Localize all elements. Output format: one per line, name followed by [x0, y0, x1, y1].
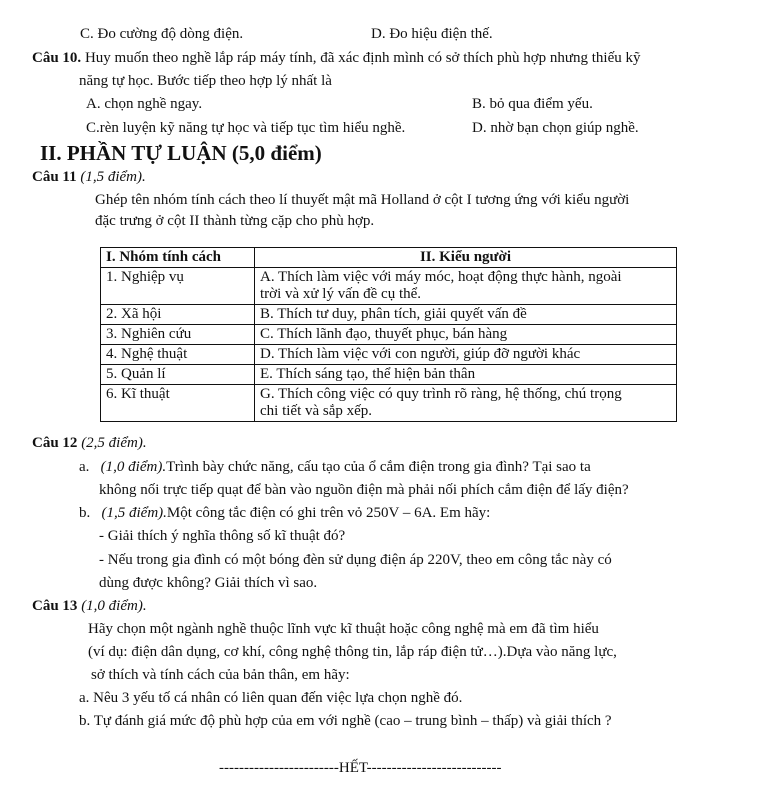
table-row: [101, 385, 677, 422]
q12b-points: (1,5 điểm).: [101, 505, 167, 521]
table-cell-group: 4. Nghệ thuật: [101, 345, 255, 365]
q11-text-line1: Ghép tên nhóm tính cách theo lí thuyết mật mã Holland ở cột I tương ứng với kiểu người: [95, 192, 630, 208]
q11-label: Câu 11: [32, 169, 77, 185]
q13-points: (1,0 điểm).: [77, 598, 147, 614]
q12-label-line: [32, 434, 147, 452]
end-marker: ------------------------HẾT---------------------------: [219, 760, 502, 776]
section-heading: II. PHẦN TỰ LUẬN (5,0 điểm): [40, 141, 322, 165]
table-row: [101, 325, 677, 345]
q12-points: (2,5 điểm).: [77, 435, 147, 451]
table-cell-type: E. Thích sáng tạo, thể hiện bản thân: [255, 365, 677, 385]
q12b-marker: b.: [79, 505, 91, 521]
table-cell-type: G. Thích công việc có quy trình rõ ràng, hệ thống, chú trọng chi tiết và sắp xếp.: [255, 385, 677, 422]
table-cell-type: B. Thích tư duy, phân tích, giải quyết vấn đề: [255, 305, 677, 325]
q13b-text: b. Tự đánh giá mức độ phù hợp của em với nghề (cao – trung bình – thấp) và giải thích ?: [79, 713, 612, 729]
q11-points: (1,5 điểm).: [76, 169, 146, 185]
table-cell-group: 5. Quản lí: [101, 365, 255, 385]
table-cell-group: 1. Nghiệp vụ: [101, 268, 255, 305]
q12b-line: b. (1,5 điểm).Một công tắc điện có ghi trên vỏ 250V – 6A. Em hãy:: [79, 505, 491, 521]
table-cell-type: C. Thích lãnh đạo, thuyết phục, bán hàng: [255, 325, 677, 345]
table-row: [101, 365, 677, 385]
q10-label: Câu 10.: [32, 50, 82, 66]
q11-label-line: [32, 168, 146, 186]
table-cell-group: 3. Nghiên cứu: [101, 325, 255, 345]
q12-label: Câu 12: [32, 435, 78, 451]
q12a-marker: a.: [79, 459, 90, 475]
q13-label: Câu 13: [32, 598, 78, 614]
q12b-bullet2-line1: - Nếu trong gia đình có một bóng đèn sử dụng điện áp 220V, theo em công tắc này có: [99, 552, 612, 568]
q12b-bullet2-line2: dùng được không? Giải thích vì sao.: [99, 575, 318, 591]
q12a-line2: không nối trực tiếp quạt để bàn vào nguồn điện mà phải nối phích cắm điện để lấy điện?: [99, 482, 629, 498]
q12a-line1: a. (1,0 điểm).Trình bày chức năng, cấu tạo của ổ cắm điện trong gia đình? Tại sao ta: [79, 459, 591, 475]
table-cell-group: 6. Kĩ thuật: [101, 385, 255, 422]
table-cell-type: A. Thích làm việc với máy móc, hoạt động thực hành, ngoài trời và xử lý vấn đề cụ thể.: [255, 268, 677, 305]
q10-option-d: D. nhờ bạn chọn giúp nghề.: [472, 120, 639, 136]
q13-text-line1: Hãy chọn một ngành nghề thuộc lĩnh vực kĩ thuật hoặc công nghệ mà em đã tìm hiểu: [88, 621, 599, 637]
q10-option-c: C.rèn luyện kỹ năng tự học và tiếp tục tìm hiểu nghề.: [86, 120, 406, 136]
q13-label-line: [32, 597, 147, 615]
q9-option-d: D. Đo hiệu điện thế.: [371, 26, 493, 42]
table-row: [101, 268, 677, 305]
q13-text-line3: sở thích và tính cách của bản thân, em hãy:: [91, 667, 350, 683]
q12a-points: (1,0 điểm).: [100, 459, 167, 475]
holland-table: [100, 247, 677, 422]
q10-stem-line2: năng tự học. Bước tiếp theo hợp lý nhất là: [79, 73, 332, 89]
table-header-group: I. Nhóm tính cách: [101, 248, 255, 268]
q10-option-a: A. chọn nghề ngay.: [86, 96, 203, 112]
q11-text-line2: đặc trưng ở cột II thành từng cặp cho phù hợp.: [95, 213, 375, 229]
q12b-bullet1: - Giải thích ý nghĩa thông số kĩ thuật đó?: [99, 528, 346, 544]
q13-text-line2: (ví dụ: điện dân dụng, cơ khí, công nghệ thông tin, lắp ráp điện tử…).Dựa vào năng lực,: [88, 644, 617, 660]
table-header-type: II. Kiểu người: [255, 248, 677, 268]
table-cell-type: D. Thích làm việc với con người, giúp đỡ người khác: [255, 345, 677, 365]
table-header-row: [101, 248, 677, 268]
table-cell-group: 2. Xã hội: [101, 305, 255, 325]
q13a-text: a. Nêu 3 yếu tố cá nhân có liên quan đến việc lựa chọn nghề đó.: [79, 690, 463, 706]
q10-stem-line1: Câu 10. Huy muốn theo nghề lắp ráp máy tính, đã xác định mình có sở thích phù hợp nhưng thiếu kỹ: [32, 50, 641, 66]
q10-option-b: B. bỏ qua điểm yếu.: [472, 96, 593, 112]
q9-option-c: C. Đo cường độ dòng điện.: [80, 26, 244, 42]
table-row: [101, 305, 677, 325]
table-row: [101, 345, 677, 365]
